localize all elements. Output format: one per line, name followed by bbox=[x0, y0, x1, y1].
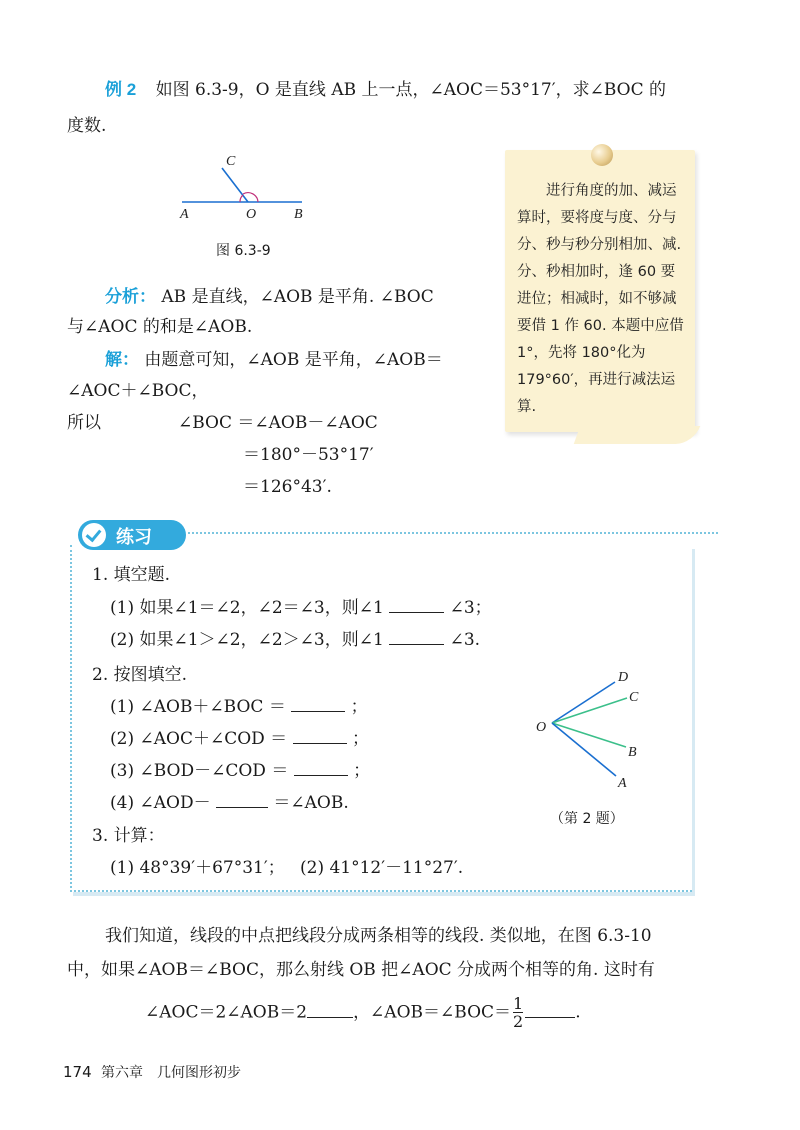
q1-a: (1) 如果∠1＝∠2，∠2＝∠3，则∠1 ∠3； bbox=[110, 598, 492, 618]
exercise-header-label: 练习 bbox=[116, 527, 152, 548]
solution-eq-3: ＝126°43′. bbox=[243, 477, 332, 497]
solution-eq-1: ∠BOC ＝∠AOB－∠AOC bbox=[178, 413, 378, 433]
label-o: O bbox=[536, 720, 547, 735]
note-text: 进行角度的加、减运算时，要将度与度、分与分、秒与秒分别相加、减. 分、秒相加时，逢 60 要进位；相减时，如不够减要借 1 作 60. 本题中应借 1°，先将 180°化为 179°60′，再进行减法运算. bbox=[517, 183, 684, 415]
para-blank-1[interactable] bbox=[307, 1016, 353, 1018]
solution-eq-2: ＝180°－53°17′ bbox=[243, 445, 374, 465]
q2-a: (1) ∠AOB＋∠BOC ＝ ； bbox=[110, 697, 368, 717]
analysis-tag: 分析： bbox=[105, 287, 156, 306]
label-a: A bbox=[180, 207, 189, 222]
q1-title: 1. 填空题. bbox=[92, 565, 171, 585]
label-c: C bbox=[629, 690, 639, 705]
ray-oc bbox=[552, 698, 627, 723]
analysis-text-1: AB 是直线，∠AOB 是平角. ∠BOC bbox=[161, 287, 434, 307]
chapter-title: 第六章 几何图形初步 bbox=[101, 1065, 242, 1081]
q3-b: (2) 41°12′－11°27′. bbox=[300, 858, 464, 878]
footer bbox=[63, 1062, 241, 1082]
exercise-header bbox=[78, 520, 186, 550]
q1-b: (2) 如果∠1＞∠2，∠2＞∠3，则∠1 ∠3. bbox=[110, 630, 481, 650]
q2-a-blank[interactable] bbox=[291, 710, 345, 712]
example-line-1 bbox=[105, 80, 666, 100]
figure-6-3-9 bbox=[170, 150, 320, 235]
exercise-top-dots bbox=[188, 532, 718, 534]
q3-a: (1) 48°39′＋67°31′； bbox=[110, 858, 285, 878]
q2-d-blank[interactable] bbox=[216, 806, 268, 808]
q1-a-blank[interactable] bbox=[389, 611, 444, 613]
para-line-1: 我们知道，线段的中点把线段分成两条相等的线段. 类似地，在图 6.3-10 bbox=[105, 926, 652, 946]
example-text-2: 度数. bbox=[67, 116, 107, 136]
label-b: B bbox=[628, 745, 637, 760]
solution-so: 所以 bbox=[67, 413, 101, 433]
para-equation: ∠AOC＝2∠AOB＝2 ，∠AOB＝∠BOC＝ $\frac{1}{2}$ . bbox=[145, 994, 581, 1031]
solution-tag: 解： bbox=[105, 350, 139, 369]
note-curl bbox=[574, 426, 701, 444]
analysis-text-2: 与∠AOC 的和是∠AOB. bbox=[67, 317, 253, 337]
note-box bbox=[505, 150, 695, 432]
figure-q2 bbox=[530, 665, 650, 795]
q2-b: (2) ∠AOC＋∠COD ＝ ； bbox=[110, 729, 369, 749]
para-line-2: 中，如果∠AOB＝∠BOC，那么射线 OB 把∠AOC 分成两个相等的角. 这时有 bbox=[67, 960, 655, 980]
ray-ob bbox=[552, 723, 626, 747]
fraction-one-half: $\frac{1}{2}$ bbox=[513, 994, 524, 1031]
solution-text-1: 由题意可知，∠AOB 是平角，∠AOB＝ bbox=[144, 350, 443, 370]
figure-6-3-9-caption: 图 6.3-9 bbox=[216, 243, 271, 259]
para-blank-2[interactable] bbox=[525, 1016, 575, 1018]
q2-b-blank[interactable] bbox=[293, 742, 347, 744]
ray-od bbox=[552, 682, 615, 723]
q1-b-blank[interactable] bbox=[389, 643, 444, 645]
q2-c: (3) ∠BOD－∠COD ＝ ； bbox=[110, 761, 371, 781]
label-b: B bbox=[294, 207, 303, 222]
ray-oc bbox=[222, 168, 248, 202]
page-number: 174 bbox=[63, 1063, 92, 1081]
example-text-1: 如图 6.3-9，O 是直线 AB 上一点，∠AOC＝53°17′，求∠BOC 的 bbox=[155, 80, 666, 100]
figure-q2-caption: （第 2 题） bbox=[550, 811, 624, 827]
ray-oa bbox=[552, 723, 616, 776]
angle-aoc-arc bbox=[240, 195, 243, 202]
solution-text-2: ∠AOC＋∠BOC， bbox=[67, 381, 209, 401]
solution-line-1 bbox=[105, 350, 443, 370]
q2-d: (4) ∠AOD－ ＝∠AOB. bbox=[110, 793, 349, 813]
check-icon bbox=[82, 523, 106, 547]
label-o: O bbox=[246, 207, 257, 222]
label-a: A bbox=[618, 776, 627, 791]
label-c: C bbox=[226, 154, 236, 169]
q3-title: 3. 计算： bbox=[92, 826, 165, 846]
pin-icon bbox=[591, 144, 613, 166]
q2-title: 2. 按图填空. bbox=[92, 665, 188, 685]
analysis-line-1 bbox=[105, 287, 434, 307]
q2-c-blank[interactable] bbox=[294, 774, 348, 776]
label-d: D bbox=[618, 670, 629, 685]
example-tag: 例 2 bbox=[105, 80, 137, 99]
